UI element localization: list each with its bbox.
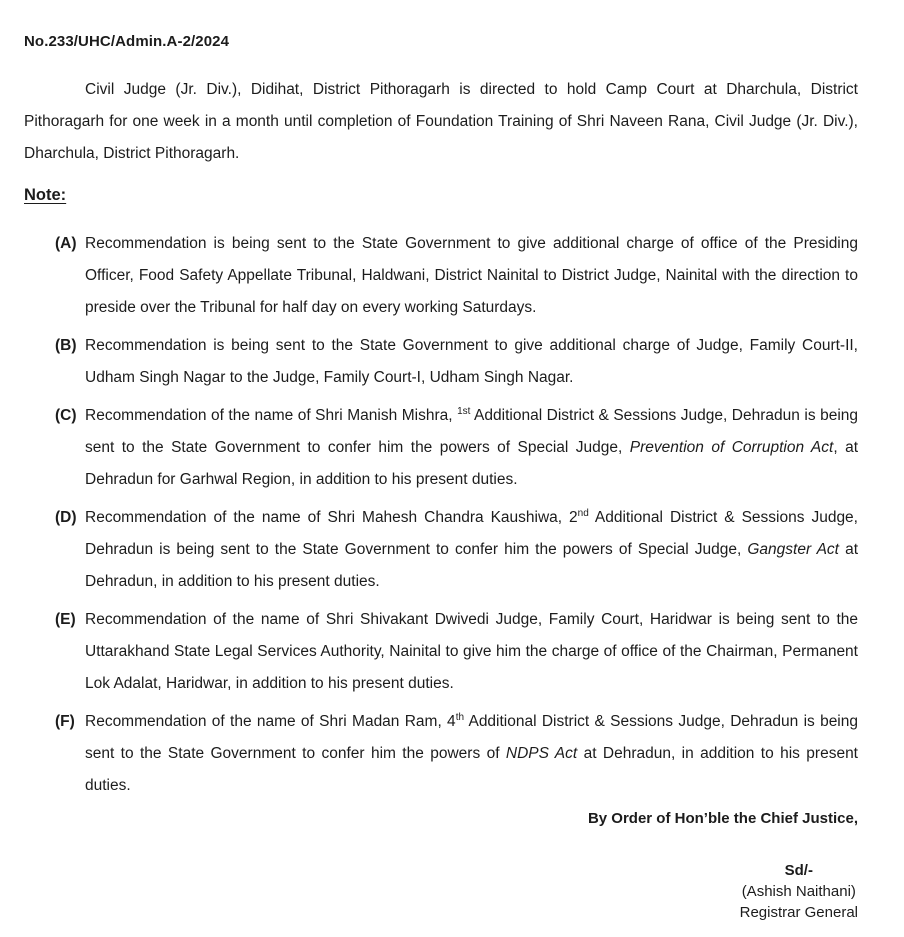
note-text: Recommendation of the name of Shri Manish Mishra, $^{1st}$ Additional District & Sessions Judge, Dehradun is being sent to the State Government to confer him the powers of Special Judge, Prevention of Corruption Act, at Dehradun for Garhwal Region, in addition to his present duties. xyxy=(85,405,859,488)
note-label: (E) xyxy=(55,611,76,628)
note-heading: Note: xyxy=(24,186,67,204)
note-item xyxy=(24,330,858,394)
note-text: Recommendation of the name of Shri Madan Ram, 4th Additional District & Sessions Judge, Dehradun is being sent to the State Government to confer him the powers of NDPS Act at Dehradun, in addition to his present duties. xyxy=(85,711,858,794)
note-label: (C) xyxy=(55,407,77,424)
note-text: Recommendation is being sent to the State Government to give additional charge of Judge, Family Court-II, Udham Singh Nagar to the Judge, Family Court-I, Udham Singh Nagar. xyxy=(85,337,858,386)
signatory-name: (Ashish Naithani) xyxy=(741,883,856,900)
signatory-title: Registrar General xyxy=(739,904,858,921)
reference-number: No.233/UHC/Admin.A-2/2024 xyxy=(24,33,230,50)
note-item xyxy=(24,400,858,496)
closing-line: By Order of Hon’ble the Chief Justice, xyxy=(587,810,858,827)
note-label: (B) xyxy=(55,337,77,354)
note-text: Recommendation of the name of Shri Shivakant Dwivedi Judge, Family Court, Haridwar is being sent to the Uttarakhand State Legal Services Authority, Nainital to give him the charge of office of the Chairman, Permanent Lok Adalat, Haridwar, in addition to his present duties. xyxy=(85,611,858,692)
note-text: Recommendation is being sent to the State Government to give additional charge of office of the Presiding Officer, Food Safety Appellate Tribunal, Haldwani, District Nainital to District Judge, Nainital with the direction to preside over the Tribunal for half day on every working Saturdays. xyxy=(85,235,858,316)
signature-area xyxy=(24,860,858,923)
note-item xyxy=(24,604,858,700)
note-item xyxy=(24,228,858,324)
note-text: Recommendation of the name of Shri Mahesh Chandra Kaushiwa, 2nd Additional District & Sessions Judge, Dehradun is being sent to the State Government to confer him the powers of Special Judge, Gangster Act at Dehradun, in addition to his present duties. xyxy=(85,507,858,590)
note-label: (A) xyxy=(55,235,77,252)
note-label: (F) xyxy=(55,713,75,730)
notes-list xyxy=(24,228,858,802)
opening-paragraph: Civil Judge (Jr. Div.), Didihat, District Pithoragarh is directed to hold Camp Court at Dharchula, District Pithoragarh for one week in a month until completion of Foundation Training of Shri Naveen Rana, Civil Judge (Jr. Div.), Dharchula, District Pithoragarh. xyxy=(24,81,858,162)
note-item xyxy=(24,502,858,598)
signatory-sd: Sd/- xyxy=(784,862,813,879)
note-label: (D) xyxy=(55,509,77,526)
signature-block xyxy=(740,860,858,923)
note-item xyxy=(24,706,858,802)
